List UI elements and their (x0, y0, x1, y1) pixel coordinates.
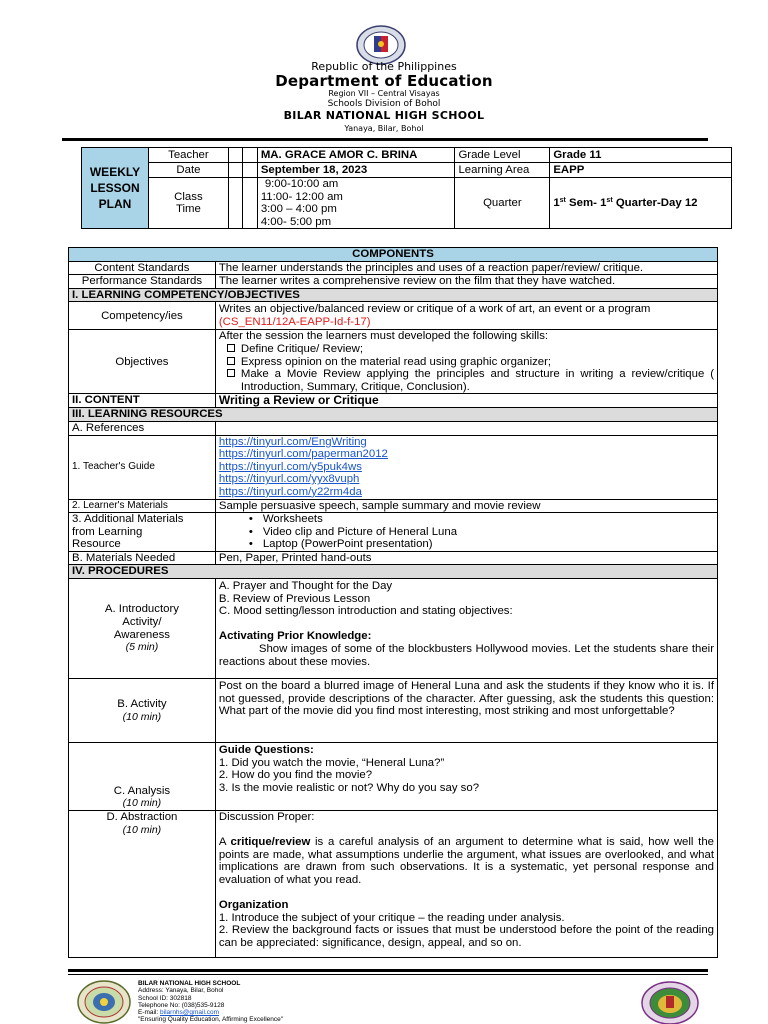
introductory-activity-label: A. Introductory Activity/ Awareness (5 min) (69, 579, 216, 679)
school-logo-icon (76, 978, 132, 1024)
learners-materials-value: Sample persuasive speech, sample summary and movie review (215, 499, 717, 513)
objectives-label: Objectives (69, 330, 216, 394)
division-line: Schools Division of Bohol (327, 99, 441, 109)
teachers-guide-label: 1. Teacher's Guide (69, 435, 216, 499)
section-learning-competency: I. LEARNING COMPETENCY/OBJECTIVES (69, 288, 718, 302)
date-label: Date (148, 163, 228, 178)
performance-standards-value: The learner writes a comprehensive review on the film that they have watched. (215, 275, 717, 289)
learning-area-value: EAPP (550, 163, 732, 178)
checkbox-icon (227, 369, 235, 377)
list-item: • Video clip and Picture of Heneral Luna (219, 526, 714, 539)
references-label: A. References (69, 421, 216, 435)
content-value: Writing a Review or Critique (215, 394, 717, 408)
teacher-label: Teacher (148, 148, 228, 163)
department-name: Department of Education (275, 72, 493, 90)
republic-line: Republic of the Philippines (311, 60, 457, 73)
objective-item: Make a Movie Review applying the principles and structure in writing a review/critique ( Introduction, Summary, Critique, Conclusion). (219, 368, 714, 393)
teachers-guide-links (215, 435, 717, 499)
performance-standards-label: Performance Standards (69, 275, 216, 289)
activity-content: Post on the board a blurred image of Heneral Luna and ask the students if they know who it is. If not guessed, provide descriptions of the character. After guessing, ask the students this question: What part of the movie did you find most interesting, most striking and most unforgettable? (215, 679, 717, 743)
abstraction-label: D. Abstraction (10 min) (69, 811, 216, 958)
weekly-lesson-plan-title: WEEKLY LESSON PLAN (82, 148, 149, 229)
class-time-value: 9:00-10:00 am 11:00- 12:00 am 3:00 – 4:00 pm 4:00- 5:00 pm (257, 178, 455, 229)
content-standards-value: The learner understands the principles and uses of a reaction paper/review/ critique. (215, 261, 717, 275)
quarter-label: Quarter (455, 178, 550, 229)
abstraction-content: Discussion Proper: A critique/review is a careful analysis of an argument to determine what is said, how well the points are made, what assumptions underlie the argument, what issues are overlooked, and what implications are drawn from such observations. It is a systematic, yet personal response and evaluation of what you read. Organization 1. Introduce the subject of your critique – the reading under analysis. 2. Review the background facts or issues that must be understood before the point of the reading can be appreciated: significance, design, appeal, and so on. (215, 811, 717, 958)
class-time-label: Class Time (148, 178, 228, 229)
checkbox-icon (227, 344, 235, 352)
lesson-components-table (68, 247, 718, 958)
objectives-value: After the session the learners must developed the following skills: Define Critique/ Review; Express opinion on the material read using graphic organizer; Make a Movie Review applying the principles and structure in writing a review/critique ( Introduction, Summary, Critique, Conclusion). (215, 330, 717, 394)
competency-label: Competency/ies (69, 302, 216, 330)
learning-area-label: Learning Area (455, 163, 550, 178)
section-procedures: IV. PROCEDURES (69, 565, 718, 579)
additional-materials-label: 3. Additional Materials from Learning Resource (69, 513, 216, 552)
deped-seal-icon (355, 25, 407, 65)
additional-materials-list (215, 513, 717, 552)
footer-divider (68, 969, 708, 972)
components-heading: COMPONENTS (69, 248, 718, 262)
competency-code: (CS_EN11/12A-EAPP-Id-f-17) (218, 315, 371, 328)
lesson-info-table (81, 147, 732, 229)
objective-item: Define Critique/ Review; (219, 343, 714, 356)
introductory-activity-content: A. Prayer and Thought for the Day B. Review of Previous Lesson C. Mood setting/lesson introduction and stating objectives: Activating Prior Knowledge: Show images of some of the blockbusters Hollywood movies. Let the students share their reactions about these movies. (215, 579, 717, 679)
grade-level-value: Grade 11 (550, 148, 732, 163)
reference-link[interactable]: https://tinyurl.com/y5puk4ws (218, 460, 362, 473)
analysis-content: Guide Questions: 1. Did you watch the movie, “Heneral Luna?” 2. How do you find the movie? 3. Is the movie realistic or not? Why do you say so? (215, 743, 717, 811)
date-value: September 18, 2023 (257, 163, 455, 178)
list-item: • Worksheets (219, 513, 714, 526)
section-learning-resources: III. LEARNING RESOURCES (69, 407, 718, 421)
school-location: Yanaya, Bilar, Bohol (344, 124, 424, 133)
division-seal-icon (640, 978, 700, 1024)
reference-link[interactable]: https://tinyurl.com/yyx8vuph (218, 473, 360, 486)
reference-link[interactable]: https://tinyurl.com/paperman2012 (218, 448, 388, 461)
email-link[interactable]: bilarnhs@gmail.com (160, 1009, 220, 1017)
competency-value: Writes an objective/balanced review or critique of a work of art, an event or a program (CS_EN11/12A-EAPP-Id-f-17) (215, 302, 717, 330)
content-standards-label: Content Standards (69, 261, 216, 275)
region-line: Region VII – Central Visayas (328, 89, 440, 98)
objective-item: Express opinion on the material read using graphic organizer; (219, 356, 714, 369)
materials-needed-value: Pen, Paper, Printed hand-outs (215, 551, 717, 565)
reference-link[interactable]: https://tinyurl.com/y22rm4da (218, 485, 362, 498)
school-name: BILAR NATIONAL HIGH SCHOOL (283, 109, 485, 122)
learners-materials-label: 2. Learner's Materials (69, 499, 216, 513)
checkbox-icon (227, 357, 235, 365)
quarter-value: 1st Sem- 1st Quarter-Day 12 (550, 178, 732, 229)
analysis-label: C. Analysis (10 min) (69, 743, 216, 811)
section-content: II. CONTENT (69, 394, 216, 408)
teacher-value: MA. GRACE AMOR C. BRINA (257, 148, 455, 163)
footer-contact: BILAR NATIONAL HIGH SCHOOL Address: Yanaya, Bilar, Bohol School ID: 302818 Telephone No: (038)535-9128 E-mail: bilarnhs@gmail.com "Ensuring Quality Education, Affirming Excellence" (138, 980, 284, 1024)
list-item: • Laptop (PowerPoint presentation) (219, 538, 714, 551)
footer-divider-thin (68, 974, 708, 975)
header-divider (62, 138, 708, 141)
materials-needed-label: B. Materials Needed (69, 551, 216, 565)
reference-link[interactable]: https://tinyurl.com/EngWriting (218, 435, 367, 448)
grade-level-label: Grade Level (455, 148, 550, 163)
activity-label: B. Activity (10 min) (69, 679, 216, 743)
